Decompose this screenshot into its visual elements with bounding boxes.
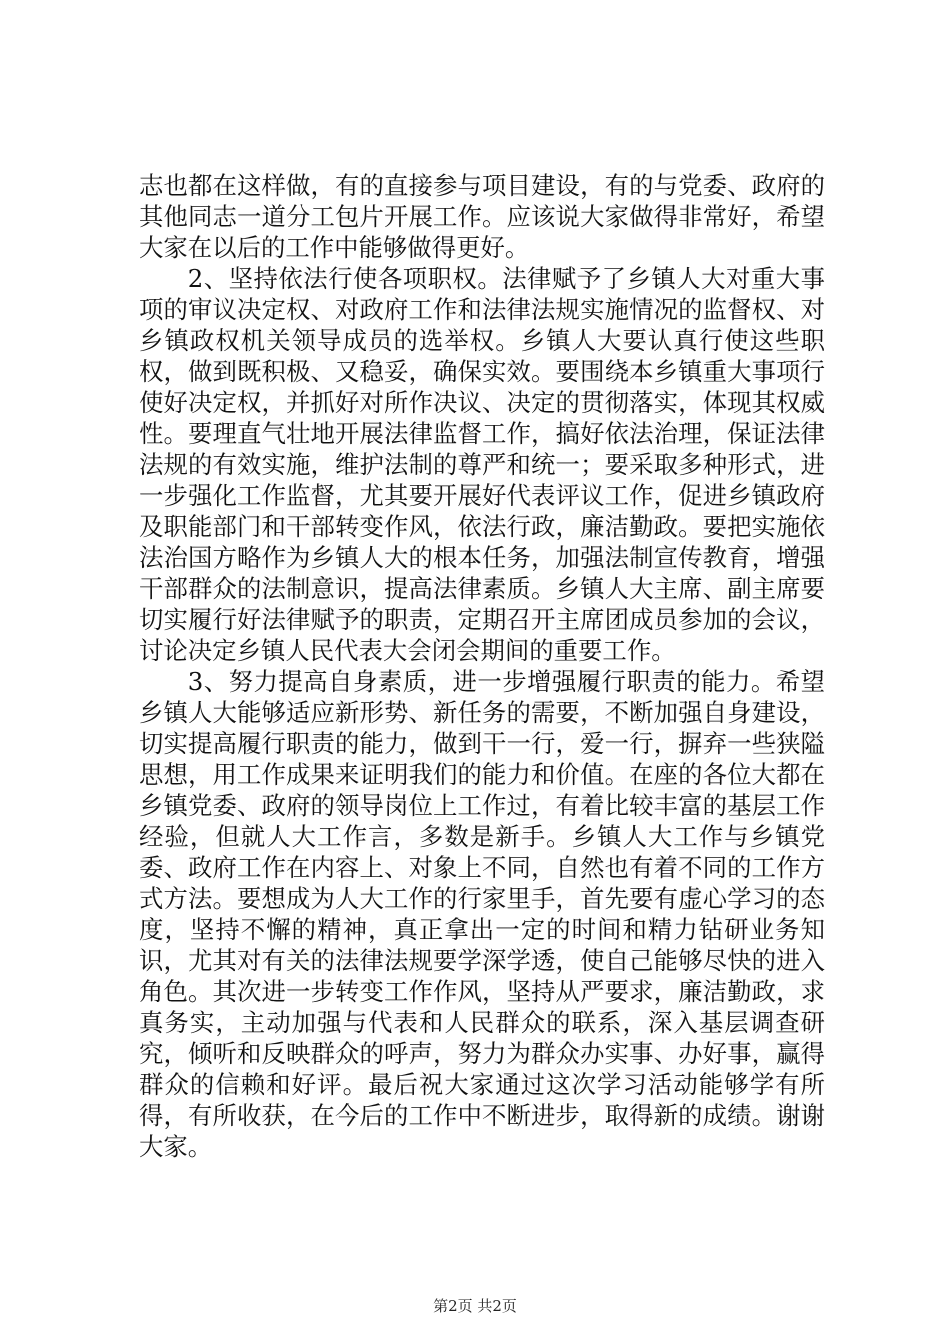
paragraph-continuation: 志也都在这样做，有的直接参与项目建设，有的与党委、政府的其他同志一道分工包片开展工作。应该说大家做得非常好，希望大家在以后的工作中能够做得更好。 xyxy=(139,171,825,262)
paragraph-item-3: 3、努力提高自身素质，进一步增强履行职责的能力。希望乡镇人大能够适应新形势、新任务的需要，不断加强自身建设，切实提高履行职责的能力，做到干一行，爱一行，摒弃一些狭隘思想，用工作成果来证明我们的能力和价值。在座的各位大都在乡镇党委、政府的领导岗位上工作过，有着比较丰富的基层工作经验，但就人大工作言，多数是新手。乡镇人大工作与乡镇党委、政府工作在内容上、对象上不同，自然也有着不同的工作方式方法。要想成为人大工作的行家里手，首先要有虚心学习的态度，坚持不懈的精神，真正拿出一定的时间和精力钻研业务知识，尤其对有关的法律法规要学深学透，使自己能够尽快的进入角色。其次进一步转变工作作风，坚持从严要求，廉洁勤政，求真务实，主动加强与代表和人民群众的联系，深入基层调查研究，倾听和反映群众的呼声，努力为群众办实事、办好事，赢得群众的信赖和好评。最后祝大家通过这次学习活动能够学有所得，有所收获，在今后的工作中不断进步，取得新的成绩。谢谢大家。 xyxy=(139,667,825,1161)
paragraph-item-2: 2、坚持依法行使各项职权。法律赋予了乡镇人大对重大事项的审议决定权、对政府工作和法律法规实施情况的监督权、对乡镇政权机关领导成员的选举权。乡镇人大要认真行使这些职权，做到既积极、又稳妥，确保实效。要围绕本乡镇重大事项行使好决定权，并抓好对所作决议、决定的贯彻落实，体现其权威性。要理直气壮地开展法律监督工作，搞好依法治理，保证法律法规的有效实施，维护法制的尊严和统一；要采取多种形式，进一步强化工作监督，尤其要开展好代表评议工作，促进乡镇政府及职能部门和干部转变作风，依法行政，廉洁勤政。要把实施依法治国方略作为乡镇人大的根本任务，加强法制宣传教育，增强干部群众的法制意识，提高法律素质。乡镇人大主席、副主席要切实履行好法律赋予的职责，定期召开主席团成员参加的会议，讨论决定乡镇人民代表大会闭会期间的重要工作。 xyxy=(139,264,825,665)
page-number-footer: 第2页 共2页 xyxy=(433,1297,517,1315)
body-text xyxy=(139,170,825,1162)
